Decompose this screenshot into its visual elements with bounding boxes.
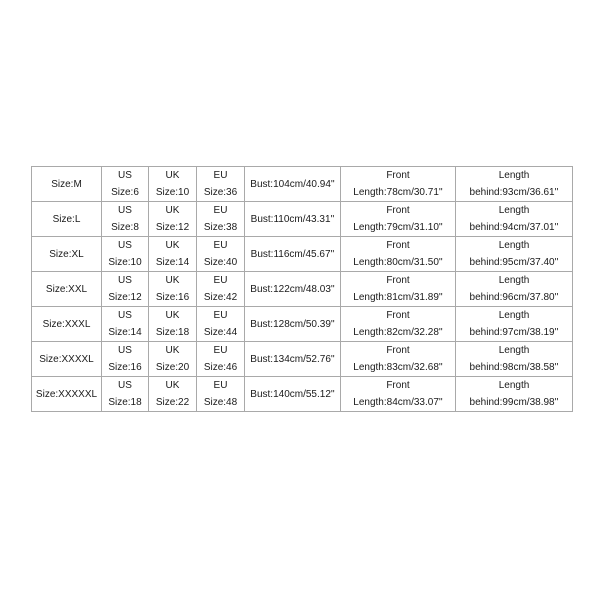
bust-cell: Bust:140cm/55.12'' [245,377,341,412]
eu-heading: EU [213,240,228,251]
front-length-cell [341,202,456,237]
us-size-cell [102,237,149,272]
bust-cell: Bust:128cm/50.39'' [245,307,341,342]
front-heading: Front [386,240,410,251]
front-length-cell [341,307,456,342]
length-heading: Length [498,275,530,286]
us-size-value: Size:6 [111,187,139,198]
length-heading: Length [498,345,530,356]
eu-heading: EU [213,275,228,286]
eu-size-cell [197,272,245,307]
front-heading: Front [386,205,410,216]
front-heading: Front [386,310,410,321]
us-heading: US [118,380,132,391]
uk-size-cell [149,237,197,272]
us-size-cell [102,377,149,412]
front-heading: Front [386,170,410,181]
size-label-cell: Size:XXXL [32,307,102,342]
us-heading: US [118,240,132,251]
front-heading: Front [386,275,410,286]
size-row-l [32,202,573,237]
length-behind-cell [456,167,573,202]
us-size-value: Size:16 [108,362,142,373]
length-heading: Length [498,310,530,321]
size-row-xxxl [32,307,573,342]
uk-size-value: Size:16 [155,292,190,303]
length-behind-value: behind:96cm/37.80'' [469,292,559,303]
uk-heading: UK [165,205,180,216]
eu-heading: EU [213,310,228,321]
uk-size-cell [149,202,197,237]
uk-size-cell [149,377,197,412]
eu-size-value: Size:38 [203,222,238,233]
size-label-cell: Size:XL [32,237,102,272]
front-length-value: Length:84cm/33.07'' [353,397,443,408]
length-behind-cell [456,307,573,342]
front-length-value: Length:80cm/31.50'' [353,257,443,268]
uk-size-cell [149,272,197,307]
us-size-value: Size:8 [111,222,139,233]
length-heading: Length [498,205,530,216]
us-heading: US [118,170,132,181]
length-heading: Length [498,240,530,251]
length-behind-value: behind:94cm/37.01'' [469,222,559,233]
front-length-value: Length:83cm/32.68'' [353,362,443,373]
size-row-xxxxl [32,342,573,377]
uk-size-cell [149,342,197,377]
length-behind-value: behind:98cm/38.58'' [469,362,559,373]
size-row-m [32,167,573,202]
eu-size-value: Size:46 [203,362,238,373]
eu-size-value: Size:48 [203,397,238,408]
length-behind-value: behind:97cm/38.19'' [469,327,559,338]
size-label-cell: Size:M [32,167,102,202]
us-size-value: Size:10 [108,257,142,268]
eu-size-value: Size:44 [203,327,238,338]
size-label-cell: Size:XXXXL [32,342,102,377]
eu-size-cell [197,167,245,202]
length-behind-cell [456,377,573,412]
front-length-value: Length:81cm/31.89'' [353,292,443,303]
bust-cell: Bust:134cm/52.76'' [245,342,341,377]
length-behind-value: behind:99cm/38.98'' [469,397,559,408]
eu-size-value: Size:40 [203,257,238,268]
bust-cell: Bust:110cm/43.31'' [245,202,341,237]
length-behind-cell [456,272,573,307]
front-length-cell [341,167,456,202]
eu-heading: EU [213,170,228,181]
us-heading: US [118,345,132,356]
length-heading: Length [498,380,530,391]
front-length-cell [341,377,456,412]
size-row-xl [32,237,573,272]
us-size-cell [102,272,149,307]
us-size-value: Size:12 [108,292,142,303]
us-size-value: Size:18 [108,397,142,408]
uk-size-cell [149,167,197,202]
uk-size-cell [149,307,197,342]
uk-heading: UK [165,170,180,181]
length-behind-value: behind:93cm/36.61'' [469,187,559,198]
size-label-cell: Size:XXXXXL [32,377,102,412]
eu-size-cell [197,342,245,377]
us-size-cell [102,202,149,237]
us-heading: US [118,310,132,321]
eu-heading: EU [213,345,228,356]
uk-size-value: Size:22 [155,397,190,408]
uk-heading: UK [165,240,180,251]
size-row-xxl [32,272,573,307]
bust-cell: Bust:122cm/48.03'' [245,272,341,307]
us-size-cell [102,307,149,342]
eu-heading: EU [213,205,228,216]
front-length-cell [341,342,456,377]
length-behind-value: behind:95cm/37.40'' [469,257,559,268]
eu-size-value: Size:36 [203,187,238,198]
us-heading: US [118,205,132,216]
uk-size-value: Size:12 [155,222,190,233]
uk-size-value: Size:10 [155,187,190,198]
front-heading: Front [386,345,410,356]
length-behind-cell [456,342,573,377]
us-heading: US [118,275,132,286]
eu-size-cell [197,307,245,342]
uk-heading: UK [165,310,180,321]
size-chart-body [32,167,573,412]
eu-size-cell [197,377,245,412]
front-length-cell [341,237,456,272]
uk-size-value: Size:14 [155,257,190,268]
size-label-cell: Size:XXL [32,272,102,307]
front-length-value: Length:82cm/32.28'' [353,327,443,338]
us-size-cell [102,342,149,377]
eu-heading: EU [213,380,228,391]
us-size-cell [102,167,149,202]
length-behind-cell [456,202,573,237]
eu-size-value: Size:42 [203,292,238,303]
front-heading: Front [386,380,410,391]
us-size-value: Size:14 [108,327,142,338]
uk-heading: UK [165,380,180,391]
uk-size-value: Size:18 [155,327,190,338]
uk-size-value: Size:20 [155,362,190,373]
size-row-xxxxxl [32,377,573,412]
bust-cell: Bust:116cm/45.67'' [245,237,341,272]
size-chart-table [31,166,573,412]
uk-heading: UK [165,275,180,286]
front-length-value: Length:79cm/31.10'' [353,222,443,233]
length-behind-cell [456,237,573,272]
front-length-value: Length:78cm/30.71'' [353,187,443,198]
front-length-cell [341,272,456,307]
eu-size-cell [197,237,245,272]
size-label-cell: Size:L [32,202,102,237]
length-heading: Length [498,170,530,181]
uk-heading: UK [165,345,180,356]
eu-size-cell [197,202,245,237]
bust-cell: Bust:104cm/40.94'' [245,167,341,202]
